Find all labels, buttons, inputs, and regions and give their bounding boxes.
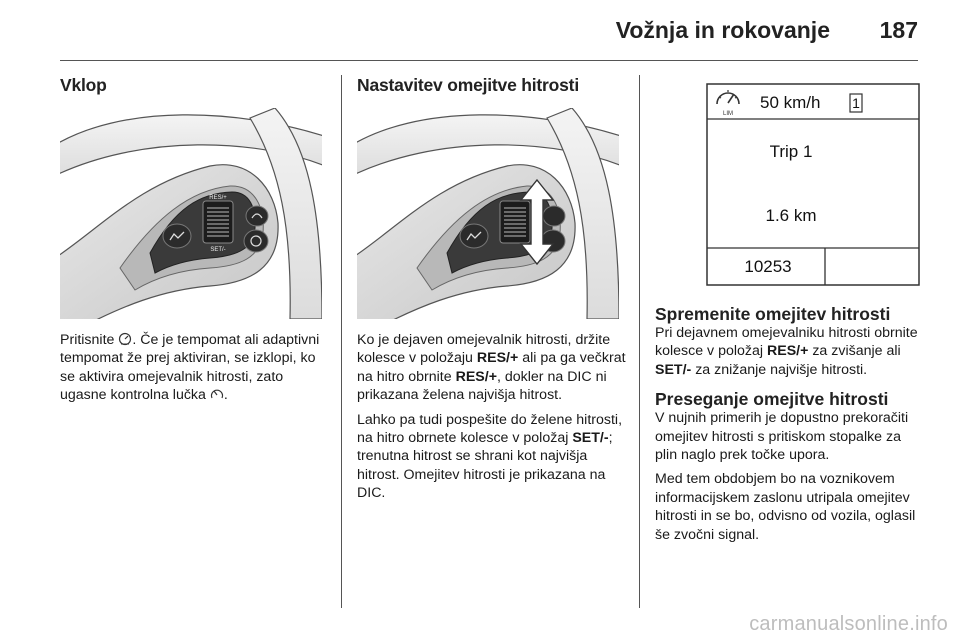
dic-display-illustration (655, 75, 921, 289)
running-header-title: Vožnja in rokovanje (615, 17, 830, 43)
trip-distance: 1.6 km (765, 206, 817, 225)
activation-text-end: . (223, 387, 228, 404)
activation-text-middle: . Če je tempomat ali adaptivni tempomat že prej aktiviran, se izklopi, ko se aktivira omejevalnik hitrosti, zato ugasne kontrolna lučka (60, 332, 320, 404)
column-1-text (60, 331, 330, 411)
key-set-minus: SET/- (572, 430, 609, 447)
watermark: carmanualsonline.info (749, 613, 948, 635)
key-res-plus: RES/+ (476, 350, 519, 367)
trip-badge: 1 (852, 95, 860, 111)
key-res-plus-3: RES/+ (766, 343, 809, 360)
column-divider-2 (639, 75, 640, 608)
key-res-plus-2: RES/+ (455, 368, 497, 385)
section-heading-exceed-limit: Preseganje omejitve hitrosti (655, 389, 889, 410)
section-heading-change-limit: Spremenite omejitev hitrosti (655, 304, 891, 324)
set-limit-paragraph-2 (357, 411, 627, 503)
exceed-limit-paragraph-2: Med tem obdobjem bo na voznikovem informacijskem zaslonu utripala omejitev hitrosti in se bo, odvisno od vozila, oglasil še zvočni signal. (655, 471, 916, 543)
change-limit-text-c: za znižanje najvišje hitrosti. (691, 361, 868, 378)
set-limit-paragraph-1 (357, 331, 627, 405)
wheel-set-label: SET/- (210, 247, 226, 253)
set-limit-text-1a: Ko je dejaven omejevalnik hitrosti, držite kolesce v položaju (357, 332, 611, 367)
activation-paragraph (60, 331, 330, 405)
column-3-text (655, 304, 921, 550)
set-limit-text-2a: Lahko pa tudi pospešite do želene hitrosti, na hitro obrnete kolesce v položaj (357, 411, 623, 447)
column-2-text (357, 331, 627, 509)
speed-limiter-icon (118, 332, 132, 346)
column-divider-1 (341, 75, 342, 608)
change-limit-text-b: za zvišanje ali (808, 343, 901, 360)
limit-speed-value: 50 km/h (760, 93, 821, 112)
exceed-limit-paragraph-1: V nujnih primerih je dopustno prekoračiti omejitev hitrosti s pritiskom stopalke za plin naglo prek točke upora. (655, 410, 909, 464)
page-number: 187 (879, 17, 918, 43)
column-1 (60, 75, 330, 96)
trip-label: Trip 1 (769, 142, 813, 161)
lim-label: LIM (722, 111, 734, 117)
steering-wheel-arrows-illustration (357, 108, 619, 319)
change-limit-text-a: Pri dejavnem omejevalniku hitrosti obrnite kolesce v položaj (655, 325, 918, 360)
header-rule (60, 60, 918, 61)
change-limit-paragraph (655, 324, 921, 379)
steering-wheel-figure-activation (60, 108, 322, 319)
wheel-res-label: RES/+ (209, 195, 227, 201)
set-limit-text-1c: , dokler na DIC ni prikazana želena najvišja hitrost. (357, 368, 607, 404)
activation-text-start: Pritisnite (60, 332, 119, 348)
odometer-value: 10253 (744, 257, 792, 276)
limiter-indicator-icon (210, 387, 224, 401)
set-limit-text-2b: ; trenutna hitrost se shrani kot najvišja hitrost. Omejitev hitrosti je prikazana na DIC. (357, 430, 613, 502)
section-heading-activation: Vklop (60, 75, 107, 95)
steering-wheel-figure-set (357, 108, 619, 319)
column-2 (357, 75, 627, 96)
key-set-minus-2: SET/- (655, 361, 692, 378)
dic-display-figure (655, 75, 921, 289)
section-heading-set-limit: Nastavitev omejitve hitrosti (357, 75, 579, 95)
steering-wheel-illustration (60, 108, 322, 319)
set-limit-text-1b: ali pa ga večkrat na hitro obrnite (357, 350, 626, 385)
